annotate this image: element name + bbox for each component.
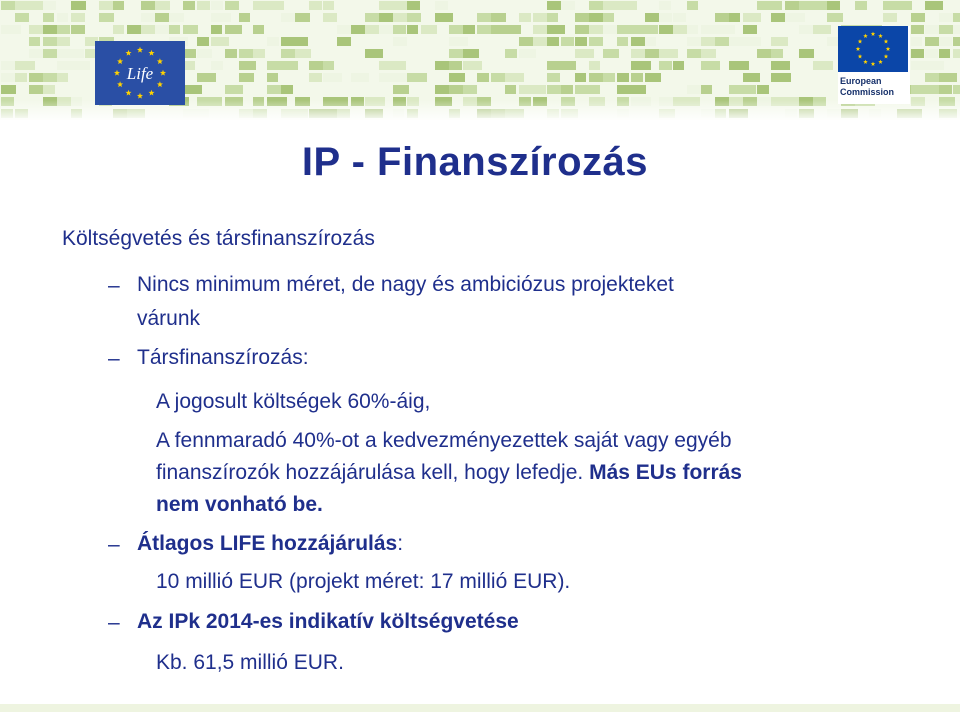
mosaic-tile (379, 13, 395, 22)
mosaic-tile (477, 73, 489, 82)
mosaic-tile (323, 13, 337, 22)
sub-item: A fennmaradó 40%-ot a kedvezményezettek saját vagy egyéb (156, 429, 732, 452)
mosaic-tile (911, 25, 924, 34)
mosaic-tile (183, 1, 195, 10)
star-icon (886, 47, 891, 51)
sub-item-emphasis: Más EUs forrás (589, 461, 742, 484)
bullet-suffix: : (397, 532, 404, 555)
mosaic-tile (15, 73, 27, 82)
ec-logo-text (840, 76, 894, 98)
bullet-dash: – (108, 274, 120, 297)
mosaic-tile (43, 1, 56, 10)
mosaic-tile (407, 73, 427, 82)
bullet-dash: – (108, 611, 120, 634)
mosaic-tile (141, 1, 156, 10)
star-icon (125, 50, 131, 56)
mosaic-tile (113, 1, 124, 10)
mosaic-tile (197, 73, 216, 82)
mosaic-tile (449, 61, 462, 70)
mosaic-tile (715, 25, 735, 34)
mosaic-tile (589, 25, 604, 34)
mosaic-tile (547, 1, 561, 10)
mosaic-tile (799, 1, 814, 10)
star-icon (884, 39, 889, 43)
star-icon (160, 70, 166, 76)
mosaic-tile (939, 13, 955, 22)
mosaic-tile (771, 61, 790, 70)
mosaic-tile (561, 61, 576, 70)
mosaic-tile (603, 1, 619, 10)
mosaic-tile (533, 37, 548, 46)
bullet-text: Az IPk 2014-es indikatív költségvetése (137, 610, 519, 633)
mosaic-tile (561, 37, 574, 46)
mosaic-tile (673, 61, 684, 70)
bullet-suffix: : (302, 346, 309, 369)
mosaic-tile (113, 25, 124, 34)
mosaic-tile (659, 13, 672, 22)
mosaic-tile (211, 1, 223, 10)
star-icon (137, 47, 143, 53)
mosaic-tile (813, 61, 833, 70)
mosaic-tile (547, 37, 559, 46)
mosaic-tile (407, 25, 418, 34)
mosaic-tile (631, 85, 646, 94)
bullet-label: Átlagos LIFE hozzájárulás (137, 532, 398, 555)
star-icon (884, 54, 889, 58)
mosaic-tile (603, 73, 615, 82)
star-icon (125, 90, 131, 96)
mosaic-tile (533, 13, 548, 22)
mosaic-tile (631, 61, 651, 70)
mosaic-tile (561, 85, 573, 94)
star-icon (863, 34, 868, 38)
mosaic-tile (589, 13, 604, 22)
mosaic-tile (939, 85, 952, 94)
star-icon (157, 81, 163, 87)
star-icon (878, 60, 883, 64)
mosaic-tile (435, 13, 453, 22)
mosaic-tile (351, 73, 369, 82)
mosaic-tile (645, 37, 656, 46)
mosaic-tile (953, 25, 960, 34)
mosaic-tile (211, 13, 231, 22)
mosaic-tile (365, 49, 383, 58)
mosaic-tile (771, 1, 782, 10)
star-icon (148, 90, 154, 96)
ec-text-line2: Commission (840, 87, 895, 97)
mosaic-tile (911, 37, 922, 46)
mosaic-tile (631, 37, 647, 46)
mosaic-tile (225, 49, 237, 58)
mosaic-tile (687, 1, 698, 10)
eu-flag-icon (838, 26, 908, 72)
mosaic-tile (197, 37, 209, 46)
mosaic-tile (925, 73, 941, 82)
mosaic-tile (547, 25, 565, 34)
mosaic-tile (799, 25, 813, 34)
mosaic-tile (449, 37, 468, 46)
mosaic-tile (1, 61, 16, 70)
mosaic-tile (393, 73, 407, 82)
mosaic-tile (267, 73, 278, 82)
mosaic-tile (295, 37, 308, 46)
mosaic-tile (491, 73, 506, 82)
mosaic-tile (43, 73, 57, 82)
mosaic-tile (561, 1, 575, 10)
mosaic-tile (953, 49, 960, 58)
mosaic-tile (743, 37, 761, 46)
bullet-text-line2: várunk (137, 307, 201, 330)
mosaic-tile (687, 37, 703, 46)
star-icon (878, 34, 883, 38)
mosaic-tile (701, 61, 720, 70)
mosaic-tile (463, 61, 482, 70)
mosaic-tile (631, 73, 643, 82)
mosaic-tile (813, 1, 828, 10)
mosaic-tile (701, 49, 716, 58)
mosaic-tile (183, 85, 202, 94)
bullet-text (137, 270, 674, 300)
mosaic-tile (827, 1, 840, 10)
mosaic-tile (15, 13, 29, 22)
mosaic-tile (463, 49, 479, 58)
mosaic-tile (659, 61, 672, 70)
mosaic-tile (743, 85, 756, 94)
mosaic-tile (575, 85, 589, 94)
mosaic-tile (603, 13, 614, 22)
mosaic-tile (71, 1, 86, 10)
mosaic-tile (155, 25, 171, 34)
mosaic-tile (253, 25, 264, 34)
mosaic-tile (155, 1, 170, 10)
mosaic-tile (659, 49, 678, 58)
life-logo (95, 41, 185, 105)
mosaic-tile (827, 13, 843, 22)
sub-item: Kb. 61,5 millió EUR. (156, 651, 344, 674)
mosaic-tile (925, 49, 938, 58)
mosaic-tile (323, 61, 334, 70)
mosaic-tile (141, 25, 157, 34)
mosaic-tile (743, 73, 760, 82)
sub-item-text: finanszírozók hozzájárulása kell, hogy lefedje. (156, 461, 590, 484)
mosaic-tile (547, 73, 560, 82)
mosaic-tile (421, 25, 437, 34)
mosaic-tile (337, 25, 351, 34)
mosaic-tile (239, 13, 250, 22)
star-icon (148, 50, 154, 56)
mosaic-tile (43, 13, 54, 22)
mosaic-tile (71, 61, 90, 70)
mosaic-tile (673, 25, 688, 34)
life-logo-text: Life (126, 64, 154, 83)
european-commission-logo (838, 26, 910, 104)
mosaic-tile (925, 61, 944, 70)
mosaic-tile (883, 1, 898, 10)
mosaic-tile (687, 85, 701, 94)
star-icon (863, 60, 868, 64)
mosaic-tile (323, 73, 342, 82)
bullet-label: Társfinanszírozás (137, 346, 303, 369)
bottom-rule (0, 704, 960, 712)
mosaic-tile (589, 37, 603, 46)
mosaic-tile (505, 49, 517, 58)
mosaic-tile (71, 49, 84, 58)
section-heading: Költségvetés és társfinanszírozás (62, 227, 375, 250)
mosaic-tile (393, 25, 406, 34)
mosaic-tile (71, 25, 85, 34)
mosaic-tile (589, 85, 600, 94)
bullet-text (137, 529, 403, 559)
mosaic-tile (883, 13, 897, 22)
mosaic-tile (617, 85, 631, 94)
mosaic-tile (211, 37, 229, 46)
mosaic-tile (533, 85, 546, 94)
star-icon (871, 32, 876, 36)
mosaic-tile (1, 85, 16, 94)
mosaic-tile (15, 61, 35, 70)
mosaic-tile (477, 25, 491, 34)
bullet-text-cont (137, 304, 200, 334)
mosaic-tile (211, 25, 222, 34)
mosaic-tile (799, 49, 814, 58)
mosaic-tile (71, 13, 85, 22)
mosaic-tile (729, 61, 749, 70)
mosaic-tile (15, 1, 30, 10)
mosaic-tile (645, 25, 658, 34)
mosaic-tile (225, 1, 239, 10)
mosaic-tile (617, 1, 637, 10)
mosaic-tile (645, 13, 661, 22)
bullet-text-line1: Nincs minimum méret, de nagy és ambiciózus projekteket (137, 273, 674, 296)
mosaic-tile (953, 85, 960, 94)
mosaic-tile (589, 61, 600, 70)
mosaic-tile (449, 25, 463, 34)
mosaic-tile (617, 73, 629, 82)
mosaic-tile (449, 73, 465, 82)
slide-title: IP - Finanszírozás (301, 140, 649, 184)
mosaic-tile (687, 49, 702, 58)
mosaic-tile (407, 1, 420, 10)
mosaic-tile (169, 13, 184, 22)
star-icon (858, 39, 863, 43)
mosaic-tile (505, 73, 524, 82)
mosaic-tile (911, 49, 924, 58)
mosaic-tile (225, 85, 243, 94)
mosaic-tile (43, 85, 55, 94)
mosaic-tile (771, 73, 791, 82)
mosaic-tile (771, 37, 788, 46)
mosaic-tile (939, 73, 957, 82)
mosaic-tile (575, 37, 587, 46)
mosaic-tile (603, 49, 619, 58)
mosaic-tile (1, 1, 17, 10)
mosaic-tile (225, 25, 242, 34)
star-icon (117, 81, 123, 87)
mosaic-tile (295, 49, 311, 58)
mosaic-tile (575, 49, 594, 58)
mosaic-tile (715, 37, 730, 46)
mosaic-tile (519, 49, 536, 58)
mosaic-tile (505, 25, 521, 34)
mosaic-tile (953, 37, 960, 46)
mosaic-tile (169, 25, 180, 34)
mosaic-tile (813, 25, 831, 34)
mosaic-tile (197, 49, 212, 58)
mosaic-tile (393, 85, 409, 94)
mosaic-tile (337, 37, 351, 46)
mosaic-tile (323, 1, 334, 10)
mosaic-tile (1, 25, 21, 34)
mosaic-tile (99, 13, 114, 22)
mosaic-tile (939, 49, 950, 58)
mosaic-tile (309, 1, 322, 10)
mosaic-tile (547, 61, 563, 70)
mosaic-tile (57, 73, 68, 82)
mosaic-tile (953, 13, 960, 22)
mosaic-tile (729, 13, 740, 22)
mosaic-tile (393, 37, 407, 46)
star-icon (114, 70, 120, 76)
bullet-dash: – (108, 347, 120, 370)
mosaic-tile (701, 85, 712, 94)
star-icon (856, 47, 861, 51)
sub-item: 10 millió EUR (projekt méret: 17 millió EUR). (156, 570, 571, 593)
mosaic-tile (785, 13, 805, 22)
mosaic-tile (407, 13, 421, 22)
star-icon (858, 54, 863, 58)
mosaic-tile (57, 37, 70, 46)
mosaic-tile (491, 13, 506, 22)
mosaic-tile (183, 25, 198, 34)
mosaic-tile (659, 1, 671, 10)
mosaic-tile (127, 25, 142, 34)
mosaic-tile (743, 25, 757, 34)
sub-item: A jogosult költségek 60%-áig, (156, 390, 431, 413)
mosaic-tile (911, 13, 925, 22)
bullet-dash: – (108, 533, 120, 556)
sub-item-cont (156, 458, 742, 488)
sub-item-emphasis-cont: nem vonható be. (156, 493, 323, 516)
mosaic-tile (57, 25, 70, 34)
mosaic-tile (29, 73, 45, 82)
mosaic-tile (379, 1, 394, 10)
star-icon (871, 62, 876, 66)
mosaic-tile (281, 85, 293, 94)
mosaic-tile (505, 85, 516, 94)
mosaic-tile (771, 49, 783, 58)
mosaic-tile (589, 73, 605, 82)
mosaic-tile (855, 1, 867, 10)
mosaic-tile (687, 25, 698, 34)
mosaic-tile (897, 1, 912, 10)
star-icon (157, 58, 163, 64)
mosaic-tile (197, 1, 210, 10)
mosaic-tile (743, 13, 761, 22)
mosaic-tile (673, 13, 686, 22)
mosaic-tile (575, 73, 586, 82)
mosaic-tile (267, 37, 279, 46)
mosaic-tile (925, 1, 943, 10)
mosaic-tile (211, 61, 223, 70)
mosaic-tile (757, 85, 769, 94)
star-icon (137, 93, 143, 99)
mosaic-tile (519, 13, 531, 22)
mosaic-tile (771, 13, 785, 22)
mosaic-tile (393, 61, 406, 70)
mosaic-tile (463, 85, 477, 94)
mosaic-tile (575, 25, 590, 34)
mosaic-tile (267, 1, 284, 10)
mosaic-tile (295, 13, 310, 22)
mosaic-tile (239, 61, 256, 70)
mosaic-tile (547, 13, 558, 22)
mosaic-tile (29, 37, 40, 46)
ec-text-line1: European (840, 76, 882, 86)
mosaic-tile (491, 25, 505, 34)
mosaic-tile (463, 25, 475, 34)
mosaic-tile (939, 37, 952, 46)
mosaic-tile (575, 13, 591, 22)
bullet-text (137, 343, 309, 373)
star-icon (117, 58, 123, 64)
mosaic-tile (99, 1, 115, 10)
mosaic-tile (239, 73, 254, 82)
mosaic-tile (645, 73, 661, 82)
mosaic-tile (309, 73, 322, 82)
mosaic-tile (29, 49, 45, 58)
mosaic-tile (57, 13, 68, 22)
mosaic-tile (281, 61, 298, 70)
mosaic-tile (253, 49, 265, 58)
mosaic-tile (729, 85, 745, 94)
mosaic-tile (435, 1, 448, 10)
mosaic-tile (617, 37, 628, 46)
